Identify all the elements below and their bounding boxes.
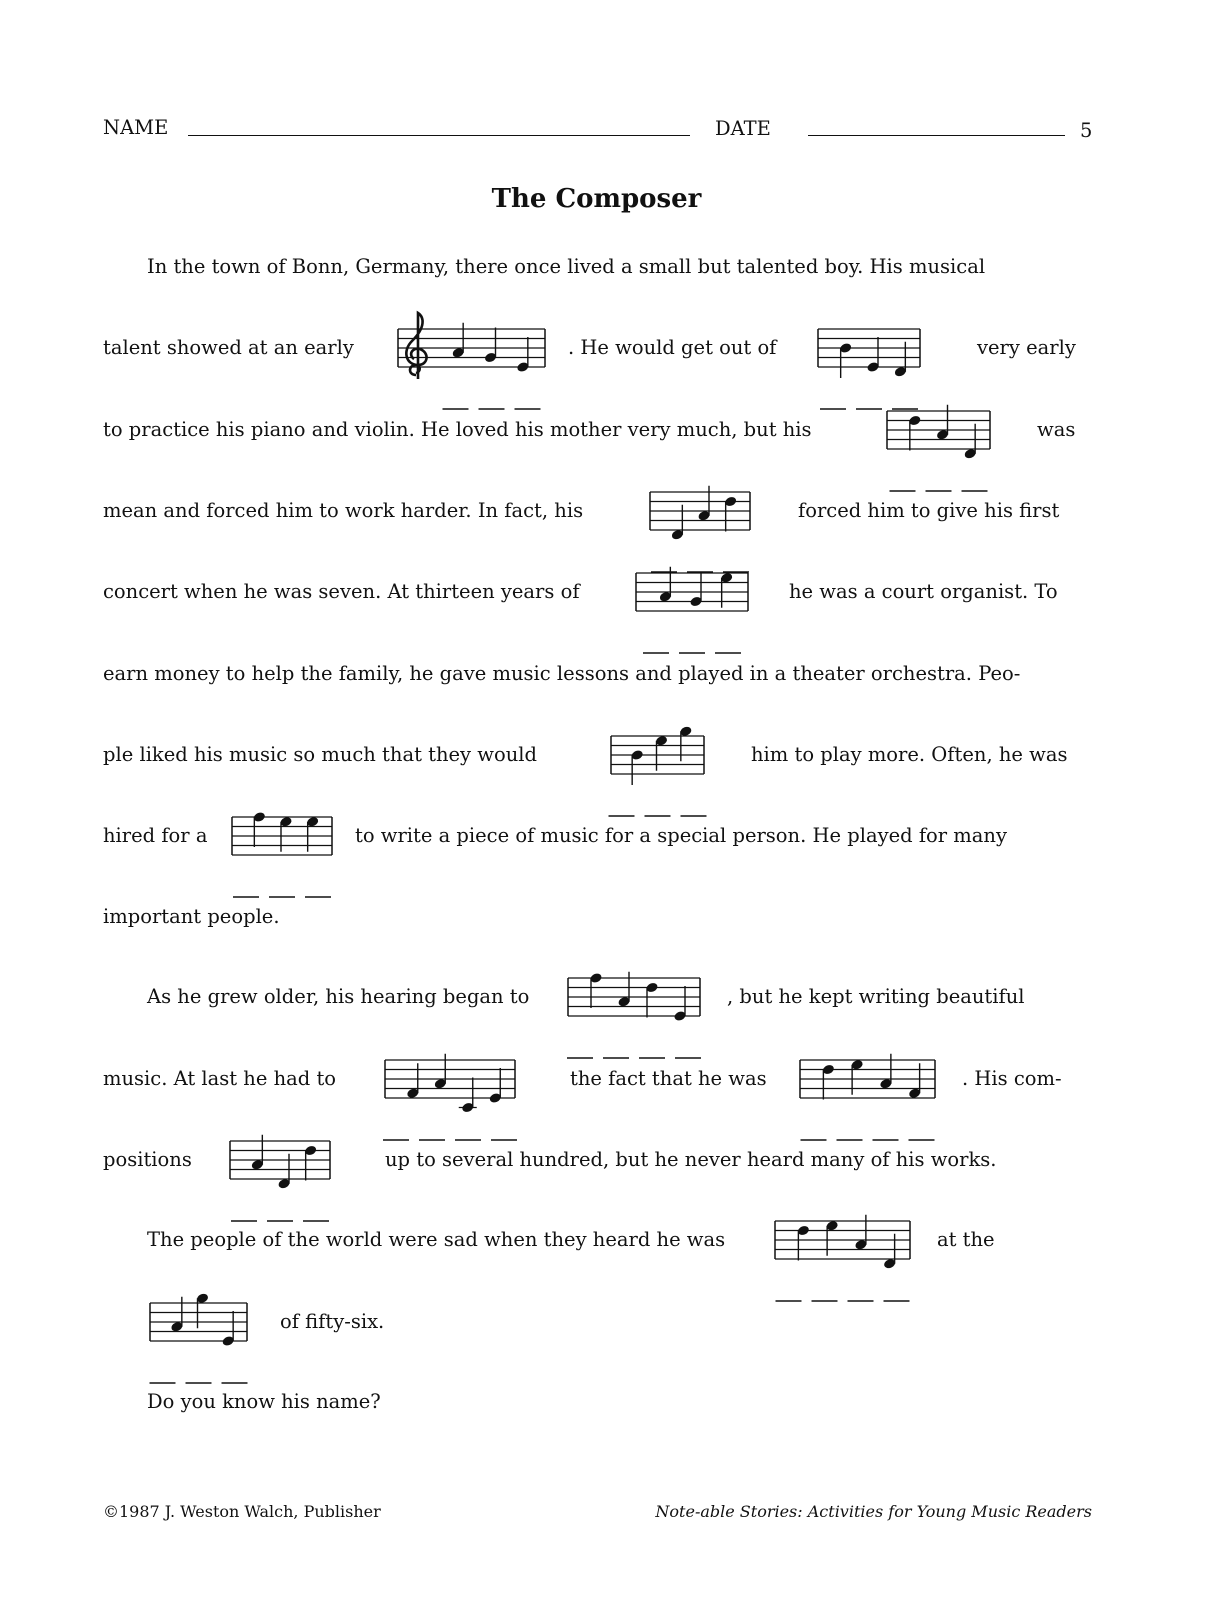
note-word-staff [140,1283,257,1403]
story-text: , but he kept writing beautiful [727,985,1025,1008]
story-text: to practice his piano and violin. He loved his mother very much, but his [103,418,812,441]
name-label: NAME [103,116,169,139]
story-text: . He would get out of [568,336,777,359]
story-text: . His com- [962,1067,1062,1090]
story-text: concert when he was seven. At thirteen years of [103,580,580,603]
date-field[interactable] [808,135,1065,136]
story-text: up to several hundred, but he never heard many of his works. [385,1148,997,1171]
story-text: In the town of Bonn, Germany, there once lived a small but talented boy. His musical [147,255,986,278]
story-text: to write a piece of music for a special person. He played for many [355,824,1008,847]
story-text: talent showed at an early [103,336,354,359]
note-word-staff [626,553,758,673]
story-text: forced him to give his first [798,499,1060,522]
story-text: the fact that he was [570,1067,767,1090]
story-text: The people of the world were sad when they heard he was [147,1228,726,1251]
page-number: 5 [1080,119,1093,142]
page-title: The Composer [491,184,702,214]
note-word-staff [222,797,342,917]
story-text: ple liked his music so much that they would [103,743,537,766]
note-word-staff [765,1201,920,1321]
note-word-staff [790,1040,945,1160]
story-text: he was a court organist. To [789,580,1058,603]
copyright: ©1987 J. Weston Walch, Publisher [103,1502,381,1521]
story-text: hired for a [103,824,208,847]
story-text: mean and forced him to work harder. In fact, his [103,499,584,522]
note-word-staff [877,391,1000,511]
date-label: DATE [715,117,771,140]
story-text: very early [977,336,1076,359]
story-text: positions [103,1148,192,1171]
story-text: As he grew older, his hearing began to [147,985,530,1008]
treble-clef-icon [406,313,426,379]
book-title: Note-able Stories: Activities for Young Music Readers [655,1502,1092,1521]
story-text: of fifty-six. [280,1310,385,1333]
story-text: Do you know his name? [147,1390,381,1413]
name-field[interactable] [188,135,690,136]
note-word-staff [375,1040,525,1160]
story-text: him to play more. Often, he was [751,743,1068,766]
story-text: was [1037,418,1076,441]
note-word-staff [220,1121,340,1241]
story-text: earn money to help the family, he gave music lessons and played in a theater orchestra. Peo- [103,662,1021,685]
story-text: important people. [103,905,280,928]
note-word-staff [388,309,555,429]
note-word-staff [601,716,714,836]
note-word-staff [558,958,710,1078]
story-text: at the [937,1228,995,1251]
story-text: music. At last he had to [103,1067,337,1090]
